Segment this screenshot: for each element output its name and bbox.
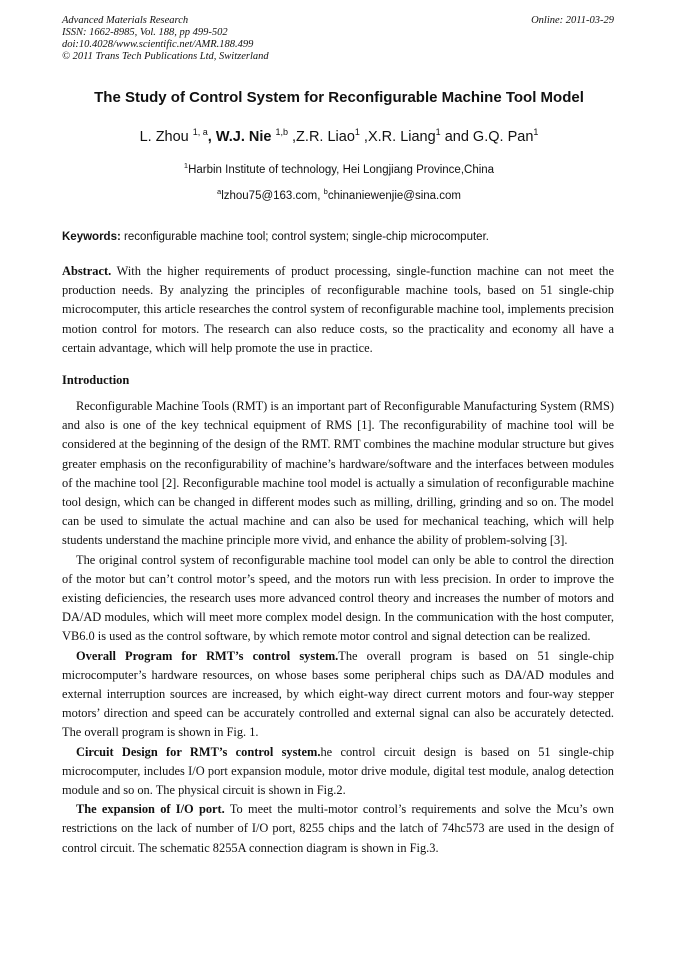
paragraph-5-text: To meet the multi-motor control’s requirements and solve the Mcu’s own restrictions on the lack of number of I/O port, 8255 chips and the latch of 74hc573 are used in the design of control circuit. The schematic 8255A connection diagram is shown in Fig.3. bbox=[62, 802, 615, 855]
issn-line: ISSN: 1662-8985, Vol. 188, pp 499-502 bbox=[62, 27, 228, 38]
author-5: and G.Q. Pan bbox=[440, 129, 534, 145]
doi-line: doi:10.4028/www.scientific.net/AMR.188.499 bbox=[62, 39, 254, 50]
introduction-body bbox=[62, 397, 614, 858]
paragraph-5 bbox=[62, 800, 614, 858]
journal-name: Advanced Materials Research bbox=[62, 15, 189, 26]
keywords-text: reconfigurable machine tool; control system; single-chip microcomputer. bbox=[120, 231, 489, 243]
author-1-affil: 1, a bbox=[192, 127, 208, 138]
keywords bbox=[62, 231, 614, 243]
affiliation bbox=[0, 161, 678, 176]
abstract bbox=[62, 262, 614, 358]
online-date: Online: 2011-03-29 bbox=[531, 15, 614, 26]
paragraph-2: The original control system of reconfigurable machine tool model can only be able to control the direction of the motor but can’t control motor’s speed, and the motors run with less precision. In order to improve the existing deficiencies, the research uses more advanced control theory and increases the number of motors and DA/AD modules, which will meet more complex model design. In the communication with the host computer, VB6.0 is used as the control software, by which remote motor control and signal detection can be realized. bbox=[62, 552, 614, 644]
keywords-label: Keywords: bbox=[62, 231, 121, 243]
email-a: lzhou75@163.com, bbox=[221, 190, 324, 202]
paragraph-1: Reconfigurable Machine Tools (RMT) is an important part of Reconfigurable Manufacturing System (RMS) and also is one of the key technical equipment of RMS [1]. The reconfigurability of machine tool will be considered at the beginning of the design of the RMT. RMT combines the machine modular structure but gives greater emphasis on the reconfigurability of machine’s hardware/software and the interfaces between modules of the machine tool [2]. Reconfigurable machine tool model is actually a simulation of reconfigurable machine tool design, which can be changed in different modes such as milling, drilling, grinding and so on. The model can be used to simulate the actual machine and can also be used for mechanical teaching, which will help students understand the machine principle more vivid, and enhance the ability of problem-solving [3]. bbox=[62, 399, 614, 548]
author-2-affil: 1,b bbox=[275, 127, 288, 138]
author-5-affil: 1 bbox=[533, 127, 539, 138]
abstract-text: With the higher requirements of product processing, single-function machine can not meet the production needs. By analyzing the principles of reconfigurable machine tools, based on 51 single-chip microcomputer, this article researches the control system of reconfigurable machine tool, implements precision motion control for motors. The research can also reduce costs, so the practicality and economy all have a certain advantage, which will help promote the use in practice. bbox=[62, 264, 614, 355]
author-emails bbox=[0, 187, 678, 202]
page-header bbox=[62, 15, 614, 63]
author-3-affil: 1 bbox=[354, 127, 360, 138]
section-heading-introduction: Introduction bbox=[62, 373, 130, 387]
email-b-marker: b bbox=[323, 187, 328, 197]
affiliation-marker: 1 bbox=[183, 161, 189, 171]
copyright-line: © 2011 Trans Tech Publications Ltd, Switzerland bbox=[62, 51, 269, 62]
paper-title: The Study of Control System for Reconfigurable Machine Tool Model bbox=[94, 89, 584, 106]
paragraph-3-label: Overall Program for RMT’s control system. bbox=[76, 648, 339, 663]
paragraph-3-text: The overall program is based on 51 single-chip microcomputer’s hardware resources, on whose bases some peripheral chips such as DA/AD modules and external interruption sources are increased, by which eight-way direct current motors and four-way stepper motors’ direction and speed can be accurately controlled and external signal can also be accurately detected. The overall program is shown in Fig. 1. bbox=[62, 648, 615, 740]
author-list bbox=[0, 129, 678, 145]
paragraph-4 bbox=[62, 743, 614, 801]
paragraph-4-label: Circuit Design for RMT’s control system. bbox=[76, 744, 321, 759]
email-a-marker: a bbox=[217, 187, 222, 197]
email-b: chinaniewenjie@sina.com bbox=[327, 190, 461, 202]
abstract-label: Abstract. bbox=[62, 264, 112, 278]
author-4: ,X.R. Liang bbox=[359, 129, 436, 145]
author-3: ,Z.R. Liao bbox=[288, 129, 355, 145]
author-2: , W.J. Nie bbox=[207, 129, 276, 145]
paragraph-4-text: he control circuit design is based on 51 single-chip microcomputer, includes I/O port expansion module, motor drive module, digital test module, analog detection module and so on. The physical circuit is shown in Fig.2. bbox=[62, 744, 614, 798]
affiliation-text: Harbin Institute of technology, Hei Longjiang Province,China bbox=[188, 164, 495, 176]
paragraph-3 bbox=[62, 647, 614, 743]
author-1: L. Zhou bbox=[139, 129, 193, 145]
paragraph-5-label: The expansion of I/O port. bbox=[76, 802, 225, 817]
author-4-affil: 1 bbox=[435, 127, 441, 138]
